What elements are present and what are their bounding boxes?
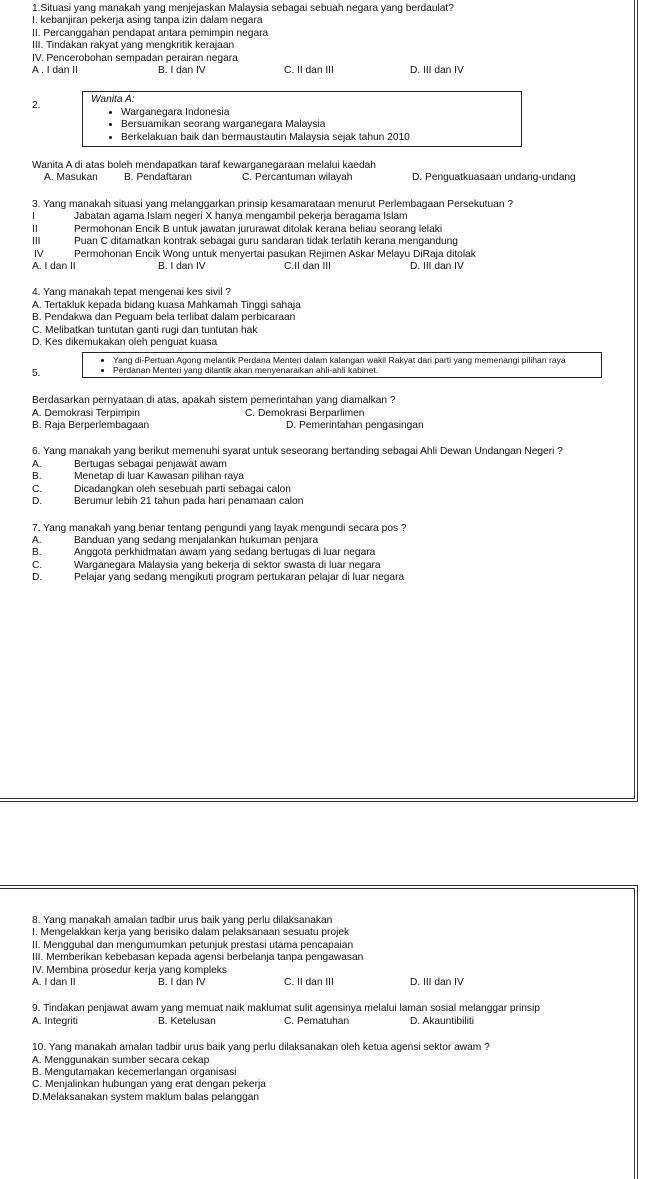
- question-8: [32, 915, 624, 989]
- question-10-stem: 10. Yang manakah amalan tadbir urus baik yang perlu dilaksanakan oleh ketua agensi sektor awam ?: [32, 1042, 490, 1054]
- option-d[interactable]: D. Kes dikemukakan oleh penguat kuasa: [32, 336, 218, 348]
- question-5-info-box: [82, 352, 602, 378]
- option-a[interactable]: A. I dan II: [32, 977, 76, 989]
- option-d[interactable]: D.Melaksanakan system maklum balas pelanggan: [32, 1091, 260, 1103]
- question-3-item: [32, 211, 624, 223]
- option-b[interactable]: B. Ketelusan: [158, 1015, 216, 1027]
- option-a[interactable]: A. Tertakluk kepada bidang kuasa Mahkamah Tinggi sahaja: [32, 299, 301, 311]
- option-c[interactable]: C. Menjalinkan hubungan yang erat dengan pekerja: [32, 1079, 266, 1091]
- question-8-options: [32, 977, 624, 989]
- question-6-stem: 6. Yang manakah yang berikut memenuhi syarat untuk seseorang bertanding sebagai Ahli Dewan Undangan Negeri ?: [32, 446, 563, 458]
- box-item: • Perdanan Menteri yang dilantik akan menyenaraikan ahli-ahli kabinet.: [113, 365, 595, 375]
- question-4-stem: 4. Yang manakah tepat mengenai kes sivil ?: [32, 287, 231, 299]
- option-b[interactable]: B. I dan IV: [158, 65, 206, 77]
- question-5-options-row-2: [32, 420, 624, 432]
- option-letter: A.: [32, 458, 42, 470]
- question-1-item: III. Tindakan rakyat yang mengkritik kerajaan: [32, 40, 235, 52]
- option-c[interactable]: C. Percantuman wilayah: [242, 172, 353, 184]
- question-2-options: [32, 172, 624, 184]
- option-a[interactable]: A. Masukan: [44, 172, 98, 184]
- option-letter: C.: [32, 559, 43, 571]
- question-9-options: [32, 1016, 624, 1028]
- question-2: [32, 91, 624, 184]
- question-8-stem: 8. Yang manakah amalan tadbir urus baik yang perlu dilaksanakan: [32, 915, 333, 926]
- option-a[interactable]: A. Integriti: [32, 1015, 78, 1027]
- option-text: Anggota perkhidmatan awam yang sedang bertugas di luar negara: [74, 547, 376, 559]
- item-text: Permohonan Encik Wong untuk menyertai pasukan Rejimen Askar Melayu DiRaja ditolak: [74, 248, 476, 260]
- option-d[interactable]: D. III dan IV: [410, 977, 464, 989]
- option-text: Banduan yang sedang menjalankan hukuman penjara: [74, 534, 319, 546]
- option-a[interactable]: A. I dan II: [32, 260, 76, 272]
- box-item: • Berkelakuan baik dan bermaustautin Malaysia sejak tahun 2010: [121, 132, 515, 144]
- option-c[interactable]: C. Melibatkan tuntutan ganti rugi dan tuntutan hak: [32, 324, 258, 336]
- question-9-stem: 9. Tindakan penjawat awam yang memuat naik maklumat sulit agensinya melalui laman sosial melanggar prinsip: [32, 1003, 540, 1015]
- question-7-stem: 7. Yang manakah yang benar tentang pengundi yang layak mengundi secara pos ?: [32, 522, 407, 534]
- option-b[interactable]: B. Pendakwa dan Peguam bela terlibat dalam perbicaraan: [32, 312, 296, 324]
- item-number: III: [32, 236, 41, 248]
- question-5-number: 5.: [32, 367, 41, 379]
- option-c[interactable]: [32, 484, 624, 496]
- option-d[interactable]: [32, 496, 624, 508]
- question-1: [32, 3, 624, 77]
- option-a[interactable]: A. Menggunakan sumber secara cekap: [32, 1054, 210, 1066]
- option-d[interactable]: D. Pemerintahan pengasingan: [286, 420, 424, 432]
- page-1-content: [32, 3, 624, 596]
- option-a[interactable]: A. Demokrasi Terpimpin: [32, 407, 140, 419]
- option-text: Berumur lebih 21 tahun pada hari penamaan calon: [74, 496, 304, 508]
- box-item: • Warganegara Indonesia: [121, 107, 515, 119]
- option-letter: A.: [32, 534, 42, 546]
- box-item: • Bersuamikan seorang warganegara Malaysia: [121, 119, 515, 131]
- option-text: Dicadangkan oleh sesebuah parti sebagai calon: [74, 483, 291, 495]
- option-text: Menetap di luar Kawasan pilihan raya: [74, 471, 244, 483]
- option-b[interactable]: B. Pendaftaran: [124, 172, 192, 184]
- box-list: [91, 355, 595, 375]
- question-1-options: [32, 65, 624, 77]
- option-c[interactable]: [32, 560, 624, 572]
- option-c[interactable]: C.II dan III: [284, 260, 331, 272]
- option-letter: C.: [32, 483, 43, 495]
- question-2-number: 2.: [32, 100, 41, 112]
- option-letter: B.: [32, 471, 42, 483]
- option-b[interactable]: B. I dan IV: [158, 260, 206, 272]
- item-text: Puan C ditamatkan kontrak sebagai guru sandaran tidak terlatih kerana mengandung: [74, 236, 458, 248]
- option-d[interactable]: D. Akauntibiliti: [410, 1015, 474, 1027]
- box-item: • Yang di-Pertuan Agong melantik Perdana Menteri dalam kalangan wakil Rakyat dari parti yang memenangi pilihan raya: [113, 355, 595, 365]
- option-text: Pelajar yang sedang mengikuti program pertukaran pelajar di luar negara: [74, 572, 405, 584]
- question-1-stem: 1.Situasi yang manakah yang menjejaskan Malaysia sebagai sebuah negara yang berdaulat?: [32, 3, 454, 14]
- question-2-info-box: [82, 91, 522, 147]
- question-3-stem: 3. Yang manakah situasi yang melanggarkan prinsip kesamarataan menurut Perlembagaan Persekutuan ?: [32, 198, 513, 210]
- question-8-item: I. Mengelakkan kerja yang berisiko dalam pelaksanaan sesuatu projek: [32, 927, 350, 939]
- item-number: IV: [34, 248, 44, 260]
- option-text: Warganegara Malaysia yang bekerja di sektor swasta di luar negara: [74, 559, 381, 571]
- item-number: II: [32, 223, 38, 235]
- option-text: Bertugas sebagai penjawat awam: [74, 458, 227, 470]
- question-3: [32, 199, 624, 273]
- question-7: [32, 523, 624, 585]
- question-3-item: [32, 236, 624, 248]
- option-b[interactable]: B. Mengutamakan kecemerlangan organisasi: [32, 1067, 237, 1079]
- option-c[interactable]: C. Demokrasi Berparlimen: [245, 407, 365, 419]
- question-3-item: [32, 224, 624, 236]
- item-text: Permohonan Encik B untuk jawatan jururawat ditolak kerana beliau seorang lelaki: [74, 223, 443, 235]
- option-c[interactable]: C. II dan III: [284, 65, 334, 77]
- box-list: [91, 107, 515, 144]
- question-5-stem: Berdasarkan pernyataan di atas, apakah sistem pemerintahan yang diamalkan ?: [32, 395, 396, 407]
- option-b[interactable]: B. I dan IV: [158, 977, 206, 989]
- option-a[interactable]: [32, 535, 624, 547]
- option-d[interactable]: D. III dan IV: [410, 260, 464, 272]
- question-1-item: II. Percanggahan pendapat antara pemimpin negara: [32, 27, 269, 39]
- question-3-options: [32, 261, 624, 273]
- option-letter: D.: [32, 496, 43, 508]
- option-a[interactable]: [32, 459, 624, 471]
- question-3-item: [32, 249, 624, 261]
- option-b[interactable]: B. Raja Berperlembagaan: [32, 420, 150, 432]
- page-2: [0, 885, 638, 1179]
- option-b[interactable]: [32, 471, 624, 483]
- option-b[interactable]: [32, 547, 624, 559]
- option-letter: B.: [32, 547, 42, 559]
- question-2-stem: Wanita A di atas boleh mendapatkan taraf kewarganegaraan melalui kaedah: [32, 160, 376, 172]
- question-8-item: II. Menggubal dan mengumumkan petunjuk prestasi utama pencapaian: [32, 939, 354, 951]
- page-2-content: [32, 915, 624, 1116]
- option-d[interactable]: D. Penguatkuasaan undang-undang: [412, 172, 576, 184]
- option-a[interactable]: A . I dan II: [32, 65, 78, 77]
- option-d[interactable]: [32, 572, 624, 584]
- question-8-item: IV. Membina prosedur kerja yang kompleks: [32, 964, 227, 976]
- question-9: [32, 1003, 624, 1028]
- box-title: Wanita A:: [91, 94, 135, 106]
- question-5: [32, 352, 624, 433]
- question-5-options-row-1: [32, 408, 624, 420]
- question-6: [32, 446, 624, 508]
- item-text: Jabatan agama Islam negeri X hanya mengambil pekerja beragama Islam: [74, 211, 408, 223]
- option-c[interactable]: C. Pematuhan: [284, 1015, 350, 1027]
- item-number: I: [32, 211, 35, 223]
- question-1-item: I. kebanjiran pekerja asing tanpa izin dalam negara: [32, 15, 263, 27]
- question-4: [32, 287, 624, 349]
- question-8-item: III. Memberikan kebebasan kepada agensi berbelanja tanpa pengawasan: [32, 952, 364, 964]
- option-d[interactable]: D. III dan IV: [410, 65, 464, 77]
- option-c[interactable]: C. II dan III: [284, 977, 334, 989]
- question-10: [32, 1042, 624, 1104]
- question-1-item: IV. Pencerobohan sempadan perairan negara: [32, 52, 238, 64]
- option-letter: D.: [32, 572, 43, 584]
